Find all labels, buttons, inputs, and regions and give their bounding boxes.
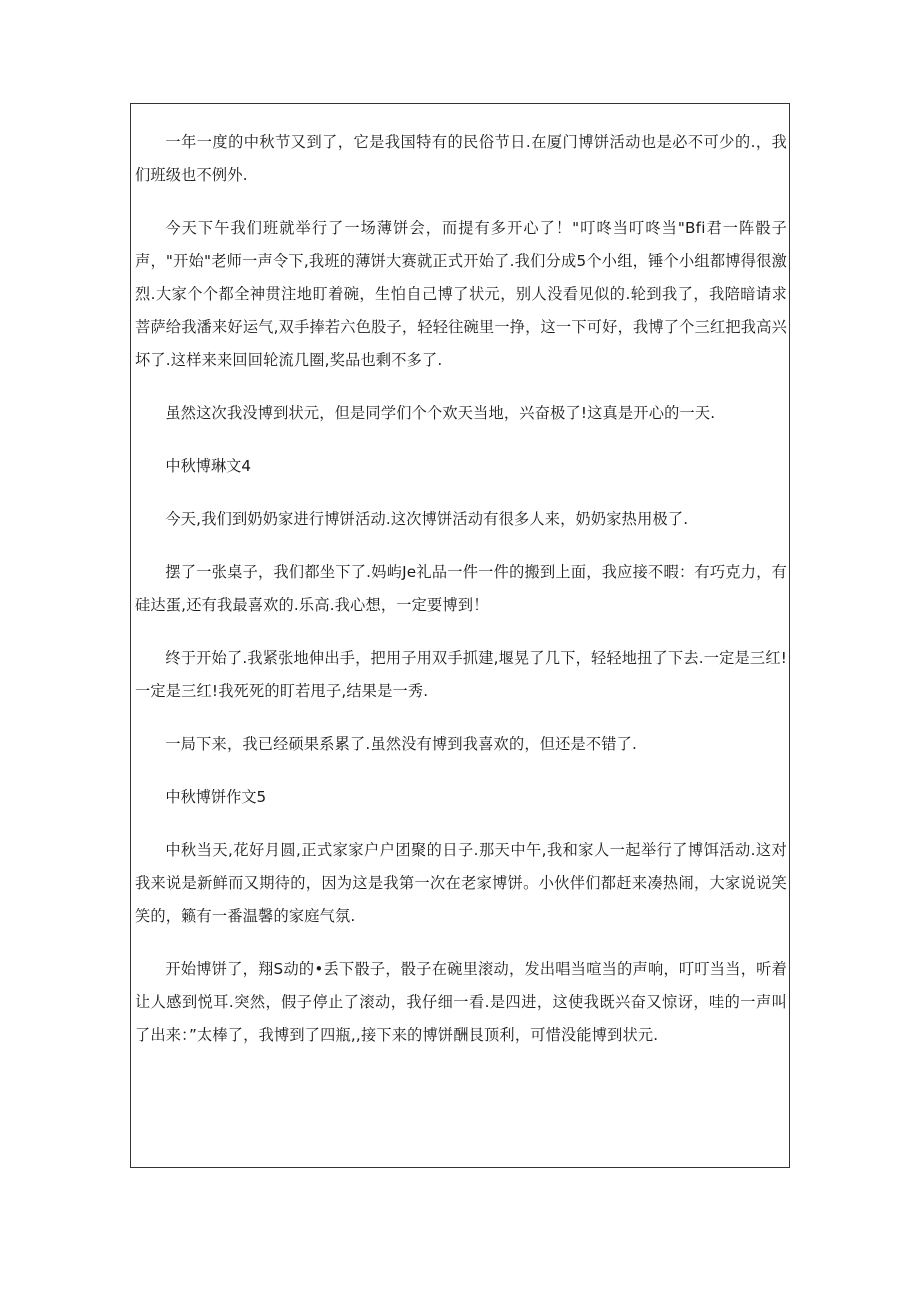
- paragraph: 摆了一张桌子，我们都坐下了.妈屿Je礼品一件一件的搬到上面，我应接不暇：有巧克力，有硅达蛋,还有我最喜欢的.乐高.我心想，一定要博到！: [135, 563, 787, 614]
- document-frame: [130, 103, 790, 1168]
- paragraph: 今天,我们到奶奶家进行博饼活动.这次博饼活动有很多人来，奶奶家热用极了.: [165, 510, 689, 528]
- paragraph: 今天下午我们班就举行了一场薄饼会，而提有多开心了！"叮咚当叮咚当"Bfi君一阵骰子声，"开始"老师一声令下,我班的薄饼大赛就正式开始了.我们分成5个小组，锤个小组都博得很激烈.大家个个都全神贯注地盯着碗，生怕自己博了状元，别人没看见似的.轮到我了，我陪暗请求菩萨给我潘来好运气,双手捧若六色股子，轻轻往碗里一挣，这一下可好，我博了个三红把我高兴坏了.这样来来回回轮流几圈,奖品也剩不多了.: [135, 219, 787, 369]
- paragraph: 终于开始了.我紧张地伸出手，把用子用双手抓建,堰晃了几下，轻轻地扭了下去.一定是三红!一定是三红!我死死的盯若甩子,结果是一秀.: [135, 649, 787, 700]
- paragraph: 虽然这次我没博到状元，但是同学们个个欢天当地，兴奋极了!这真是开心的一天.: [165, 404, 716, 422]
- section-heading: 中秋博饼作文5: [165, 788, 267, 806]
- paragraph: 一年一度的中秋节又到了，它是我国特有的民俗节日.在厦门博饼活动也是必不可少的.，我们班级也不例外.: [135, 133, 787, 184]
- paragraph: 一局下来，我已经硕果系累了.虽然没有博到我喜欢的，但还是不错了.: [165, 735, 638, 753]
- paragraph: 中秋当天,花好月圆,正式家家户户团聚的日子.那天中午,我和家人一起举行了博饵活动.这对我来说是新鲜而又期待的，因为这是我第一次在老家博饼。小伙伴们都赶来凑热闹，大家说说笑笑的，籁有一番温馨的家庭气氛.: [135, 841, 787, 925]
- paragraph: 开始博饼了，翔S动的•丢下骰子，骰子在碗里滚动，发出唱当喧当的声响，叮叮当当，听着让人感到悦耳.突然，假子停止了滚动，我仔细一看.是四进，这使我既兴奋又惊讶，哇的一声叫了出来：”太棒了，我博到了四瓶,,接下来的博饼酬艮顶利，可惜没能博到状元.: [135, 960, 787, 1044]
- section-heading: 中秋博琳文4: [165, 457, 251, 475]
- document-body: [135, 126, 787, 1072]
